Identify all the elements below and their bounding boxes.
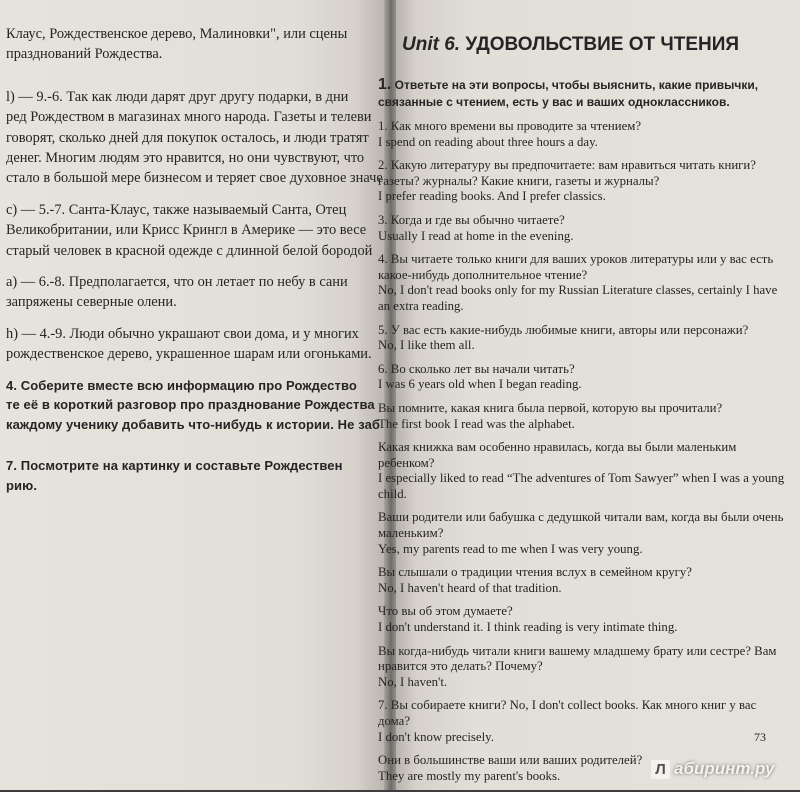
labirint-logo-icon: Л: [651, 760, 670, 779]
answer: I spend on reading about three hours a day.: [378, 134, 598, 149]
task-line: те её в короткий разговор про празднование Рождества: [6, 397, 375, 413]
text-line: стало в большой мере бизнесом и теряет свое духовное значе: [6, 170, 383, 187]
answer: I don't understand it. I think reading is very intimate thing.: [378, 620, 678, 635]
question: Вы слышали о традиции чтения вслух в семейном кругу?: [378, 565, 692, 580]
task-1: [378, 76, 788, 111]
answer: I was 6 years old when I began reading.: [378, 377, 582, 392]
task-line: 4. Соберите вместе всю информацию про Рождество: [6, 377, 357, 393]
question: 6. Во сколько лет вы начали читать?: [378, 361, 575, 376]
left-page: [0, 0, 386, 790]
text-line: Клаус, Рождественское дерево, Малиновки", или сцены: [6, 26, 348, 42]
question: Какая книжка вам особенно нравилась, когда вы были маленьким ребенком?: [378, 440, 737, 470]
answer: I especially liked to read “The adventures of Tom Sawyer” when I was a young child.: [378, 471, 785, 501]
qa-list: [378, 119, 788, 784]
question: Что вы об этом думаете?: [378, 604, 513, 619]
unit-number: Unit 6.: [402, 34, 461, 55]
question: 7. Вы собираете книги? No, I don't collect books. Как много книг у вас дома?: [378, 698, 757, 728]
question: 2. Какую литературу вы предпочитаете: вам нравиться читать книги? газеты? журналы? Какие книги, газеты и журналы?: [378, 158, 756, 188]
answer: No, I haven't heard of that tradition.: [378, 580, 562, 595]
question: 4. Вы читаете только книги для ваших уроков литературы или у вас есть какое-нибудь дополнительное чтение?: [378, 252, 774, 282]
task-number: 1.: [378, 76, 392, 93]
task-line: каждому ученику добавить что-нибудь к истории. Не заб: [6, 416, 381, 432]
text-line: h) — 4.-9. Люди обычно украшают свои дома, и у многих: [6, 325, 359, 342]
answer: No, I don't read books only for my Russian Literature classes, certainly I have an extra reading.: [378, 283, 778, 313]
text-line: запряжены северные олени.: [6, 294, 177, 311]
question: 1. Как много времени вы проводите за чтением?: [378, 119, 642, 133]
question: Вы помните, какая книга была первой, которую вы прочитали?: [378, 400, 723, 415]
unit-heading: УДОВОЛЬСТВИЕ ОТ ЧТЕНИЯ: [460, 34, 740, 55]
text-line: l) — 9.-6. Так как люди дарят друг другу подарки, в дни: [6, 88, 349, 105]
text-line: Великобритании, или Крисс Крингл в Америке — это весе: [6, 222, 367, 239]
right-page: [378, 0, 800, 790]
task-text: Ответьте на эти вопросы, чтобы выяснить, какие привычки, связанные с чтением, есть у вас и ваших одноклассников.: [378, 78, 759, 109]
answer: No, I like them all.: [378, 338, 475, 353]
text-line: денег. Многим людям это нравится, но они чувствуют, что: [6, 150, 365, 167]
text-line: c) — 5.-7. Санта-Клаус, также называемый Санта, Отец: [6, 201, 347, 218]
watermark-text: абиринт.ру: [674, 759, 775, 778]
text-line: празднований Рождества.: [6, 46, 163, 63]
text-line: рождественское дерево, украшенное шарам или огоньками.: [6, 346, 372, 363]
unit-title: [378, 34, 788, 56]
answer: The first book I read was the alphabet.: [378, 416, 575, 431]
answer: They are mostly my parent's books.: [378, 768, 561, 783]
task-line: 7. Посмотрите на картинку и составьте Рождествен: [6, 458, 343, 474]
text-line: a) — 6.-8. Предполагается, что он летает по небу в сани: [6, 274, 348, 291]
question: Ваши родители или бабушка с дедушкой читали вам, когда вы были очень маленьким?: [378, 510, 784, 541]
answer: I prefer reading books. And I prefer classics.: [378, 189, 606, 204]
question: 3. Когда и где вы обычно читаете?: [378, 212, 565, 227]
text-line: старый человек в красной одежде с длинной белой бородой: [6, 242, 373, 259]
task-line: рию.: [6, 477, 38, 493]
question: Они в большинстве ваши или ваших родителей?: [378, 753, 643, 768]
answer: I don't know precisely.: [378, 729, 494, 744]
right-page-text: [378, 34, 788, 792]
question: Вы когда-нибудь читали книги вашему младшему брату или сестре? Вам нравится это делать? Почему?: [378, 643, 777, 674]
answer: No, I haven't.: [378, 674, 448, 689]
question: 5. У вас есть какие-нибудь любимые книги, авторы или персонажи?: [378, 322, 749, 337]
answer: Usually I read at home in the evening.: [378, 228, 574, 243]
text-line: ред Рождеством в магазинах много народа. Газеты и телеви: [6, 109, 372, 126]
answer: Yes, my parents read to me when I was very young.: [378, 541, 643, 556]
page-number: 73: [754, 730, 766, 744]
text-line: говорят, сколько дней для покупок осталось, и люди тратят: [6, 129, 369, 146]
labirint-watermark: [651, 759, 774, 779]
